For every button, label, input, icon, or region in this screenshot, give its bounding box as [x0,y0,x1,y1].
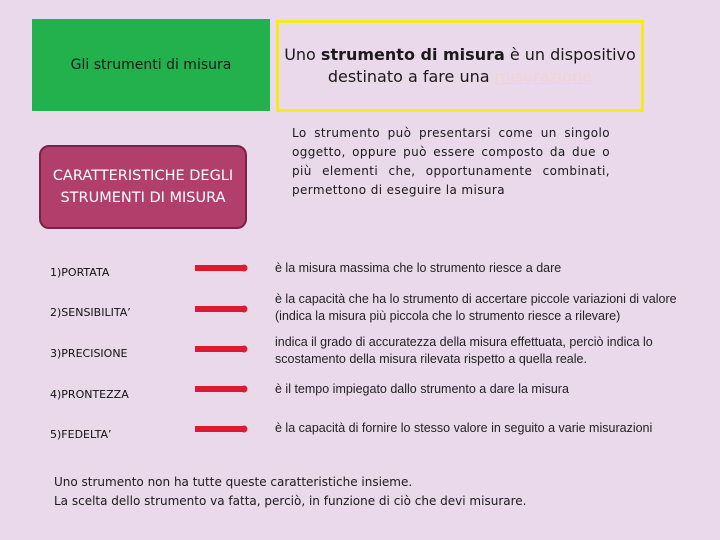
definition-box [276,20,644,112]
row-label-prontezza: 4)PRONTEZZA [50,388,129,401]
row-text-precisione: indica il grado di accuratezza della misura effettuata, perciò indica lo scostamento della misura rilevata rispetto a quella reale. [275,335,653,366]
footer-note [54,473,694,511]
arrow-icon [195,305,249,313]
definition-text-a: Uno [284,45,321,64]
row-text-sensibilita: è la capacità che ha lo strumento di accertare piccole variazioni di valore (indica la misura più piccola che lo strumento riesce a rilevare) [275,292,677,323]
definition-line-2 [328,66,592,88]
row-text-prontezza: è il tempo impiegato dallo strumento a dare la misura [275,382,569,396]
row-label-portata: 1)PORTATA [50,266,110,279]
row-label-precisione: 3)PRECISIONE [50,347,128,360]
instrument-description: Lo strumento può presentarsi come un singolo oggetto, oppure può essere composto da due o più elementi che, opportunamente combinati, permettono di eseguire la misura [292,126,610,197]
arrow-icon [195,385,249,393]
misurazione-link[interactable]: misurazione [494,67,593,86]
row-label-fedelta: 5)FEDELTA’ [50,428,112,441]
arrow-icon [195,425,249,433]
definition-line-1 [284,44,636,66]
row-text-portata: è la misura massima che lo strumento riesce a dare [275,261,562,275]
arrow-icon [195,345,249,353]
row-text-fedelta: è la capacità di fornire lo stesso valore in seguito a varie misurazioni [275,421,653,435]
footer-line-1: Uno strumento non ha tutte queste caratteristiche insieme. [54,475,413,489]
title-box [32,19,270,111]
definition-term: strumento di misura [320,45,505,64]
arrow-icon [195,264,249,272]
characteristics-label: CARATTERISTICHE DEGLI STRUMENTI DI MISURA [52,168,234,206]
footer-line-2: La scelta dello strumento va fatta, perciò, in funzione di ciò che devi misurare. [54,494,527,508]
definition-text-c: destinato a fare una [327,67,495,86]
row-label-sensibilita: 2)SENSIBILITA’ [50,306,131,319]
title-label: Gli strumenti di misura [70,57,232,73]
definition-text-b: è un dispositivo [504,45,636,64]
characteristics-box [39,145,247,229]
